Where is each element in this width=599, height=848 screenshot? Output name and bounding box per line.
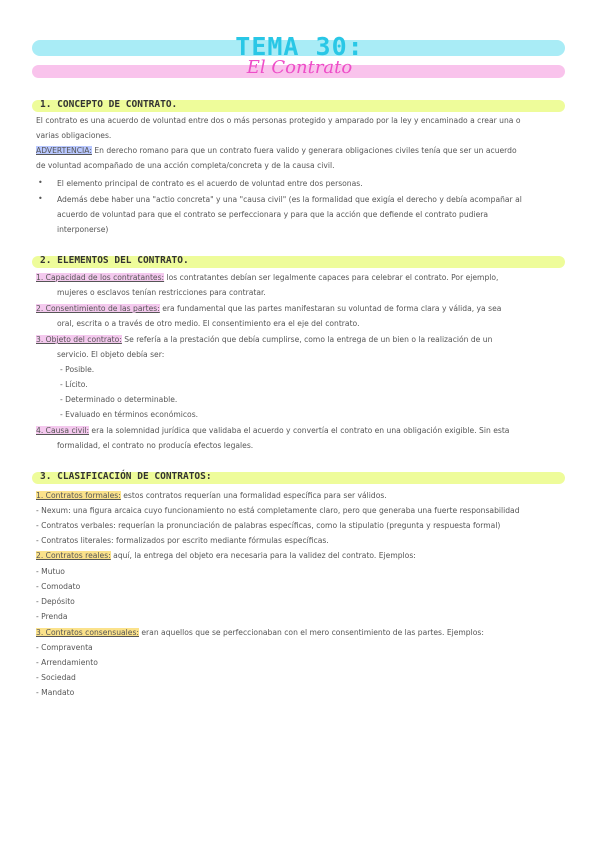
category-2-text: aquí, la entrega del objeto era necesaria para la validez del contrato. Ejemplos: — [110, 551, 416, 560]
requirement-item: - Lícito. — [60, 380, 88, 389]
s3-category-3 — [36, 625, 566, 640]
s1-bullet-2-line-3: interponerse) — [57, 225, 109, 234]
item-1-label: 1. Capacidad de los contratantes: — [36, 273, 165, 282]
item-3-label: 3. Objeto del contrato: — [36, 335, 122, 344]
list-item: - Compraventa — [36, 643, 93, 652]
s2-item-2-line-1 — [36, 301, 566, 316]
list-item: - Prenda — [36, 612, 68, 621]
s2-item-3-line-1 — [36, 332, 566, 347]
category-3-text: eran aquellos que se perfeccionaban con el mero consentimiento de las partes. Ejemplos: — [138, 628, 484, 637]
item-1-text: los contratantes debían ser legalmente capaces para celebrar el contrato. Por ejemplo, — [164, 273, 499, 282]
s1-advertencia-line-1 — [36, 143, 566, 158]
list-item: - Contratos verbales: requerían la pronunciación de palabras específicas, como la stipulatio (pregunta y respuesta formal) — [36, 521, 501, 530]
category-1-label: 1. Contratos formales: — [36, 491, 121, 500]
s1-paragraph-line-2: varias obligaciones. — [36, 131, 112, 140]
item-3-text: Se refería a la prestación que debía cumplirse, como la entrega de un bien o la realización de un — [121, 335, 493, 344]
s3-category-1 — [36, 488, 566, 503]
bullet-icon: • — [38, 178, 43, 187]
s1-paragraph-line-1: El contrato es una acuerdo de voluntad entre dos o más personas protegido y amparado por la ley y encaminado a crear una o — [36, 116, 521, 125]
item-2-text: era fundamental que las partes manifestaran su voluntad de forma clara y válida, ya sea — [159, 304, 502, 313]
s2-item-4-line-2: formalidad, el contrato no producía efectos legales. — [57, 441, 254, 450]
section-2-title: 2. ELEMENTOS DEL CONTRATO. — [40, 255, 189, 266]
page-subtitle: El Contrato — [246, 57, 353, 78]
requirement-item: - Posible. — [60, 365, 95, 374]
s3-category-2 — [36, 548, 566, 563]
section-3-title: 3. CLASIFICACIÓN DE CONTRATOS: — [40, 471, 212, 482]
advertencia-label: ADVERTENCIA: — [36, 146, 92, 155]
s2-item-1-line-2: mujeres o esclavos tenían restricciones para contratar. — [57, 288, 266, 297]
s1-bullet-1: El elemento principal de contrato es el acuerdo de voluntad entre dos personas. — [57, 179, 363, 188]
list-item: - Contratos literales: formalizados por escrito mediante fórmulas específicas. — [36, 536, 329, 545]
page-title: TEMA 30: — [235, 32, 364, 61]
requirement-item: - Determinado o determinable. — [60, 395, 178, 404]
category-2-label: 2. Contratos reales: — [36, 551, 111, 560]
list-item: - Arrendamiento — [36, 658, 98, 667]
category-1-text: estos contratos requerían una formalidad específica para ser válidos. — [120, 491, 387, 500]
s1-bullet-2-line-1: Además debe haber una "actio concreta" y una "causa civil" (es la formalidad que exigía el derecho y debía acompañar al — [57, 195, 522, 204]
advertencia-text: En derecho romano para que un contrato fuera valido y generara obligaciones civiles tenía que ser un acuerdo — [91, 146, 517, 155]
section-1-title: 1. CONCEPTO DE CONTRATO. — [40, 99, 178, 110]
list-item: - Mandato — [36, 688, 75, 697]
item-2-label: 2. Consentimiento de las partes: — [36, 304, 160, 313]
list-item: - Sociedad — [36, 673, 76, 682]
s2-item-2-line-2: oral, escrita o a través de otro medio. El consentimiento era el eje del contrato. — [57, 319, 360, 328]
s1-bullet-2-line-2: acuerdo de voluntad para que el contrato se perfeccionara y para que la acción que defiende el contrato pudiera — [57, 210, 489, 219]
requirement-item: - Evaluado en términos económicos. — [60, 410, 199, 419]
category-3-label: 3. Contratos consensuales: — [36, 628, 139, 637]
s2-item-3-line-2: servicio. El objeto debía ser: — [57, 350, 165, 359]
list-item: - Comodato — [36, 582, 81, 591]
s2-item-1-line-1 — [36, 270, 566, 285]
item-4-text: era la solemnidad jurídica que validaba el acuerdo y convertía el contrato en una obligación exigible. Sin esta — [89, 426, 510, 435]
list-item: - Nexum: una figura arcaica cuyo funcionamiento no está completamente claro, pero que generaba una fuerte responsabilidad — [36, 506, 520, 515]
list-item: - Mutuo — [36, 567, 65, 576]
bullet-icon: • — [38, 194, 43, 203]
list-item: - Depósito — [36, 597, 75, 606]
s2-item-4-line-1 — [36, 423, 566, 438]
s1-advertencia-line-2: de voluntad acompañado de una acción completa/concreta y de la causa civil. — [36, 161, 335, 170]
item-4-label: 4. Causa civil: — [36, 426, 90, 435]
